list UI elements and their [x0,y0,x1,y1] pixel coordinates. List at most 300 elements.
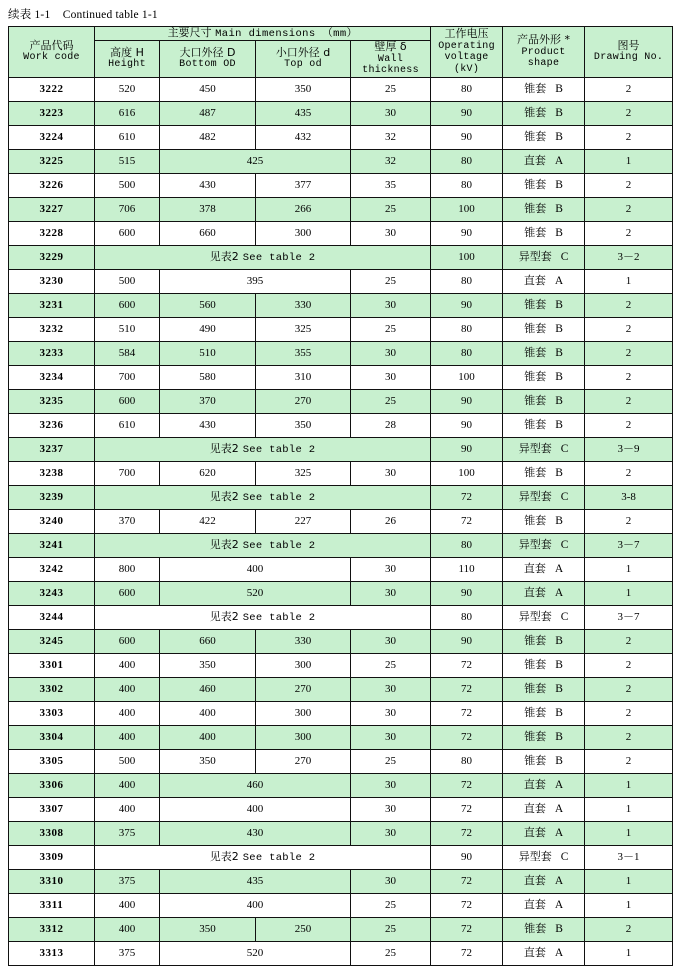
product-shape-letter: B [555,682,563,695]
product-shape-cn: 锥套 [524,225,547,239]
cell-product-shape [503,893,585,917]
cell-wall-thickness: 26 [351,509,431,533]
cell-drawing-no: 2 [585,77,673,101]
product-shape-letter: C [560,442,569,455]
cell-drawing-no: 2 [585,677,673,701]
cell-work-code: 3306 [9,773,95,797]
header-row-1 [9,27,673,41]
cell-work-code: 3311 [9,893,95,917]
header-wall-thickness-en2: thickness [362,65,419,77]
cell-product-shape [503,941,585,965]
table-body [9,77,673,965]
header-shape-cn: 产品外形 * [517,33,571,47]
cell-operating-voltage: 72 [431,773,503,797]
cell-work-code: 3225 [9,149,95,173]
cell-product-shape [503,437,585,461]
cell-drawing-no: 1 [585,581,673,605]
product-shape-cn: 锥套 [524,393,547,407]
cell-drawing-no: 2 [585,461,673,485]
cell-bottom-od: 400 [160,701,256,725]
cell-height: 706 [95,197,160,221]
cell-height: 375 [95,821,160,845]
table-row [9,269,673,293]
cell-product-shape [503,869,585,893]
product-shape-cn: 锥套 [524,921,547,935]
cell-wall-thickness: 30 [351,725,431,749]
product-shape-cn: 直套 [523,825,546,839]
cell-product-shape [503,557,585,581]
cell-work-code: 3244 [9,605,95,629]
header-drawing-no [585,27,673,78]
table-row [9,125,673,149]
table-row [9,773,673,797]
cell-bottom-od: 660 [160,221,256,245]
cell-wall-thickness: 32 [351,149,431,173]
dimensions-table [8,26,673,966]
cell-drawing-no: 1 [585,821,673,845]
cell-wall-thickness: 30 [351,557,431,581]
cell-work-code: 3307 [9,797,95,821]
cell-work-code: 3229 [9,245,95,269]
cell-bottom-od: 490 [160,317,256,341]
cell-diameter-span: 425 [160,149,351,173]
product-shape-cn: 直套 [523,801,546,815]
table-row [9,941,673,965]
cell-top-od: 270 [256,389,351,413]
cell-work-code: 3308 [9,821,95,845]
header-top-od [256,41,351,78]
product-shape-cn: 异型套 [518,489,552,503]
cell-drawing-no: 1 [585,869,673,893]
cell-top-od: 300 [256,725,351,749]
cell-work-code: 3236 [9,413,95,437]
cell-top-od: 310 [256,365,351,389]
cell-product-shape [503,917,585,941]
cell-product-shape [503,341,585,365]
table-row [9,653,673,677]
cell-top-od: 377 [256,173,351,197]
table-row [9,893,673,917]
cell-top-od: 350 [256,77,351,101]
cell-height: 616 [95,101,160,125]
table-row [9,509,673,533]
table-row [9,365,673,389]
cell-product-shape [503,629,585,653]
product-shape-letter: A [554,154,564,167]
cell-drawing-no: 3－7 [585,605,673,629]
cell-diameter-span: 400 [160,893,351,917]
product-shape-cn: 直套 [523,585,546,599]
cell-product-shape [503,605,585,629]
cell-operating-voltage: 100 [431,245,503,269]
cell-work-code: 3243 [9,581,95,605]
cell-bottom-od: 620 [160,461,256,485]
product-shape-letter: B [555,226,563,239]
cell-height: 500 [95,173,160,197]
cell-bottom-od: 450 [160,77,256,101]
cell-drawing-no: 1 [585,149,673,173]
cell-bottom-od: 422 [160,509,256,533]
cell-work-code: 3302 [9,677,95,701]
cell-see-table-note [95,437,431,461]
product-shape-letter: A [554,802,564,815]
cell-work-code: 3313 [9,941,95,965]
cell-operating-voltage: 90 [431,845,503,869]
cell-work-code: 3234 [9,365,95,389]
cell-work-code: 3232 [9,317,95,341]
cell-product-shape [503,701,585,725]
cell-drawing-no: 2 [585,629,673,653]
cell-drawing-no: 3－2 [585,245,673,269]
cell-height: 520 [95,77,160,101]
product-shape-letter: B [555,322,563,335]
see-table-en: See table 2 [242,539,316,552]
see-table-en: See table 2 [242,851,316,864]
product-shape-cn: 异型套 [518,609,552,623]
header-shape-en1: Product [521,46,566,58]
table-row [9,557,673,581]
table-row [9,821,673,845]
cell-operating-voltage: 80 [431,749,503,773]
cell-wall-thickness: 30 [351,341,431,365]
cell-wall-thickness: 32 [351,125,431,149]
table-row [9,845,673,869]
product-shape-letter: B [555,346,563,359]
product-shape-letter: A [554,562,564,575]
cell-product-shape [503,245,585,269]
cell-product-shape [503,533,585,557]
cell-operating-voltage: 72 [431,821,503,845]
cell-top-od: 350 [256,413,351,437]
cell-wall-thickness: 30 [351,629,431,653]
cell-product-shape [503,845,585,869]
product-shape-cn: 异型套 [518,441,552,455]
cell-product-shape [503,797,585,821]
header-drawing-no-cn: 图号 [617,38,640,52]
cell-operating-voltage: 72 [431,653,503,677]
cell-work-code: 3304 [9,725,95,749]
cell-drawing-no: 2 [585,101,673,125]
cell-diameter-span: 520 [160,941,351,965]
cell-wall-thickness: 30 [351,797,431,821]
cell-drawing-no: 2 [585,725,673,749]
cell-drawing-no: 2 [585,125,673,149]
cell-bottom-od: 350 [160,749,256,773]
cell-operating-voltage: 80 [431,317,503,341]
cell-product-shape [503,509,585,533]
see-table-cn: 见表2 [209,249,239,263]
cell-top-od: 270 [256,749,351,773]
cell-wall-thickness: 30 [351,821,431,845]
table-row [9,293,673,317]
cell-height: 700 [95,365,160,389]
cell-operating-voltage: 100 [431,365,503,389]
product-shape-letter: B [555,394,563,407]
cell-product-shape [503,677,585,701]
cell-work-code: 3242 [9,557,95,581]
cell-operating-voltage: 90 [431,437,503,461]
product-shape-cn: 锥套 [524,81,547,95]
cell-operating-voltage: 80 [431,173,503,197]
product-shape-letter: C [560,538,569,551]
product-shape-cn: 直套 [523,945,546,959]
product-shape-letter: B [555,466,563,479]
cell-wall-thickness: 25 [351,389,431,413]
table-row [9,77,673,101]
cell-operating-voltage: 72 [431,677,503,701]
table-row [9,485,673,509]
cell-operating-voltage: 90 [431,629,503,653]
product-shape-letter: B [555,514,563,527]
cell-product-shape [503,485,585,509]
product-shape-letter: B [555,106,563,119]
header-voltage-en3: (kV) [453,63,480,75]
cell-height: 600 [95,221,160,245]
cell-diameter-span: 400 [160,557,351,581]
product-shape-letter: A [554,778,564,791]
product-shape-letter: A [554,826,564,839]
cell-height: 800 [95,557,160,581]
cell-operating-voltage: 90 [431,413,503,437]
cell-height: 400 [95,725,160,749]
cell-work-code: 3228 [9,221,95,245]
table-row [9,341,673,365]
cell-drawing-no: 2 [585,413,673,437]
cell-operating-voltage: 80 [431,269,503,293]
cell-height: 600 [95,293,160,317]
table-row [9,797,673,821]
product-shape-cn: 直套 [523,777,546,791]
table-header [9,27,673,78]
cell-drawing-no: 2 [585,365,673,389]
cell-product-shape [503,173,585,197]
product-shape-letter: A [554,274,564,287]
table-row [9,173,673,197]
cell-bottom-od: 400 [160,725,256,749]
cell-operating-voltage: 90 [431,293,503,317]
product-shape-letter: C [560,250,569,263]
table-row [9,437,673,461]
product-shape-cn: 锥套 [524,705,547,719]
header-voltage [431,27,503,78]
table-row [9,389,673,413]
cell-height: 584 [95,341,160,365]
cell-operating-voltage: 72 [431,725,503,749]
cell-wall-thickness: 25 [351,749,431,773]
cell-product-shape [503,461,585,485]
cell-bottom-od: 430 [160,413,256,437]
cell-work-code: 3301 [9,653,95,677]
cell-product-shape [503,413,585,437]
cell-see-table-note [95,485,431,509]
cell-product-shape [503,293,585,317]
see-table-cn: 见表2 [209,849,239,863]
product-shape-cn: 锥套 [524,729,547,743]
cell-height: 500 [95,749,160,773]
cell-wall-thickness: 25 [351,197,431,221]
cell-drawing-no: 2 [585,509,673,533]
cell-operating-voltage: 80 [431,149,503,173]
product-shape-letter: C [560,490,569,503]
cell-height: 500 [95,269,160,293]
product-shape-cn: 直套 [523,873,546,887]
cell-drawing-no: 1 [585,557,673,581]
table-row [9,749,673,773]
cell-height: 610 [95,125,160,149]
see-table-en: See table 2 [242,251,316,264]
table-row [9,701,673,725]
cell-wall-thickness: 30 [351,773,431,797]
cell-bottom-od: 350 [160,653,256,677]
cell-height: 400 [95,797,160,821]
cell-drawing-no: 3－9 [585,437,673,461]
cell-height: 610 [95,413,160,437]
table-row [9,533,673,557]
cell-operating-voltage: 80 [431,341,503,365]
cell-product-shape [503,77,585,101]
cell-product-shape [503,773,585,797]
cell-operating-voltage: 80 [431,533,503,557]
header-wall-thickness [351,41,431,78]
cell-height: 700 [95,461,160,485]
table-row [9,629,673,653]
cell-top-od: 325 [256,461,351,485]
cell-drawing-no: 2 [585,221,673,245]
cell-top-od: 250 [256,917,351,941]
cell-bottom-od: 482 [160,125,256,149]
cell-product-shape [503,581,585,605]
cell-drawing-no: 3－1 [585,845,673,869]
cell-wall-thickness: 25 [351,77,431,101]
product-shape-letter: C [560,610,569,623]
header-height-en: Height [108,59,146,71]
see-table-cn: 见表2 [209,537,239,551]
cell-top-od: 355 [256,341,351,365]
cell-work-code: 3238 [9,461,95,485]
cell-height: 370 [95,509,160,533]
table-caption: 续表 1-1 Continued table 1-1 [8,9,158,21]
cell-work-code: 3240 [9,509,95,533]
cell-wall-thickness: 30 [351,701,431,725]
cell-top-od: 270 [256,677,351,701]
cell-wall-thickness: 30 [351,677,431,701]
cell-product-shape [503,389,585,413]
product-shape-cn: 锥套 [524,417,547,431]
cell-bottom-od: 580 [160,365,256,389]
cell-height: 600 [95,581,160,605]
cell-height: 400 [95,773,160,797]
cell-top-od: 435 [256,101,351,125]
see-table-en: See table 2 [242,611,316,624]
cell-wall-thickness: 30 [351,869,431,893]
product-shape-letter: B [555,178,563,191]
cell-operating-voltage: 90 [431,221,503,245]
cell-see-table-note [95,533,431,557]
product-shape-letter: B [555,754,563,767]
cell-bottom-od: 430 [160,173,256,197]
cell-drawing-no: 1 [585,773,673,797]
product-shape-cn: 锥套 [524,657,547,671]
cell-product-shape [503,317,585,341]
cell-top-od: 266 [256,197,351,221]
cell-operating-voltage: 72 [431,917,503,941]
cell-work-code: 3239 [9,485,95,509]
cell-drawing-no: 1 [585,797,673,821]
cell-work-code: 3235 [9,389,95,413]
header-top-od-en: Top od [284,59,322,71]
cell-drawing-no: 2 [585,317,673,341]
cell-operating-voltage: 72 [431,509,503,533]
cell-operating-voltage: 110 [431,557,503,581]
product-shape-cn: 直套 [523,897,546,911]
product-shape-cn: 直套 [523,273,546,287]
cell-wall-thickness: 25 [351,653,431,677]
cell-bottom-od: 560 [160,293,256,317]
cell-bottom-od: 370 [160,389,256,413]
header-shape [503,27,585,78]
cell-work-code: 3222 [9,77,95,101]
header-height [95,41,160,78]
cell-drawing-no: 2 [585,749,673,773]
product-shape-cn: 异型套 [518,849,552,863]
cell-height: 400 [95,893,160,917]
product-shape-letter: B [555,658,563,671]
header-work-code-cn: 产品代码 [29,38,74,52]
cell-operating-voltage: 72 [431,797,503,821]
product-shape-letter: A [554,586,564,599]
cell-bottom-od: 510 [160,341,256,365]
table-row [9,581,673,605]
cell-product-shape [503,725,585,749]
cell-product-shape [503,653,585,677]
cell-wall-thickness: 25 [351,893,431,917]
cell-operating-voltage: 72 [431,869,503,893]
table-row [9,869,673,893]
cell-drawing-no: 2 [585,389,673,413]
product-shape-cn: 锥套 [524,129,547,143]
cell-top-od: 227 [256,509,351,533]
table-row [9,101,673,125]
cell-operating-voltage: 100 [431,461,503,485]
cell-product-shape [503,221,585,245]
table-row [9,317,673,341]
cell-height: 400 [95,677,160,701]
product-shape-letter: B [555,730,563,743]
header-bottom-od-cn: 大口外径 D [179,45,236,59]
cell-work-code: 3312 [9,917,95,941]
cell-work-code: 3245 [9,629,95,653]
header-voltage-en1: Operating [438,40,495,52]
cell-work-code: 3303 [9,701,95,725]
cell-drawing-no: 2 [585,173,673,197]
product-shape-letter: B [555,418,563,431]
product-shape-letter: A [554,874,564,887]
cell-drawing-no: 2 [585,341,673,365]
product-shape-letter: B [555,634,563,647]
cell-work-code: 3223 [9,101,95,125]
cell-top-od: 330 [256,629,351,653]
cell-drawing-no: 2 [585,197,673,221]
product-shape-letter: B [555,922,563,935]
table-row [9,917,673,941]
cell-product-shape [503,197,585,221]
table-row [9,413,673,437]
cell-drawing-no: 2 [585,293,673,317]
table-row [9,725,673,749]
cell-height: 600 [95,629,160,653]
cell-work-code: 3309 [9,845,95,869]
cell-diameter-span: 460 [160,773,351,797]
